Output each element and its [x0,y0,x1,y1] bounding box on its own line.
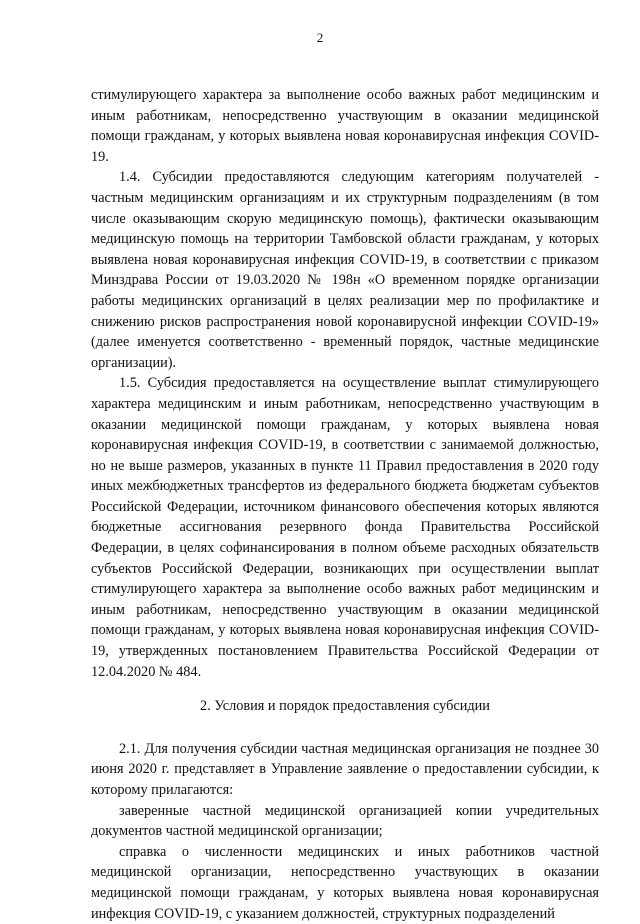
page-number: 2 [316,30,324,45]
paragraph-continuation: стимулирующего характера за выполнение особо важных работ медицинским и иным работникам, непосредственно участвующим в оказании медицинской помощи гражданам, у которых выявлена новая коронавирусная инфекция COVID-19. [91,87,599,165]
paragraph-1-4: 1.4. Субсидии предоставляются следующим категориям получателей - частным медицинским организациям и их структурным подразделениям (в том числе оказывающим скорую медицинскую помощь), фактически оказывающим медицинскую помощь на территории Тамбовской области гражданам, у которых выявлена новая коронавирусная инфекция COVID-19, в соответствии с приказом Минздрава России от 19.03.2020 № 198н «О временном порядке организации работы медицинских организаций в целях реализации мер по профилактике и снижению рисков распространения новой коронавирусной инфекции COVID-19» (далее именуется соответственно - временный порядок, частные медицинские организации). [91,169,599,371]
section-heading: 2. Условия и порядок предоставления субсидии [200,698,490,715]
list-item-founding-documents: заверенные частной медицинской организацией копии учредительных документов частной медицинской организации; [91,802,599,840]
paragraph-2-1: 2.1. Для получения субсидии частная медицинская организация не позднее 30 июня 2020 г. представляет в Управление заявление о предоставлении субсидии, к которому прилагаются: [91,740,599,798]
document-body [91,85,599,924]
paragraph-1-5: 1.5. Субсидия предоставляется на осуществление выплат стимулирующего характера медицинским и иным работникам, непосредственно участвующим в оказании медицинской помощи гражданам, у которых выявлена новая коронавирусная инфекция COVID-19, в соответствии с занимаемой должностью, но не выше размеров, указанных в пункте 11 Правил предоставления в 2020 году иных межбюджетных трансфертов из федерального бюджета бюджетам субъектов Российской Федерации, источником финансового обеспечения которых являются бюджетные ассигнования резервного фонда Правительства Российской Федерации, в целях софинансирования в полном объеме расходных обязательств субъектов Российской Федерации, возникающих при осуществлении выплат стимулирующего характера за выполнение особо важных работ медицинским и иным работникам, непосредственно участвующим в оказании медицинской помощи гражданам, у которых выявлена новая коронавирусная инфекция COVID-19, утвержденных постановлением Правительства Российской Федерации от 12.04.2020 № 484. [91,375,599,680]
list-item-staff-certificate: справка о численности медицинских и иных работников частной медицинской организации, непосредственно участвующих в оказании медицинской помощи гражданам, у которых выявлена новая коронавирусная инфекция COVID-19, с указанием должностей, структурных подразделений [91,843,599,922]
